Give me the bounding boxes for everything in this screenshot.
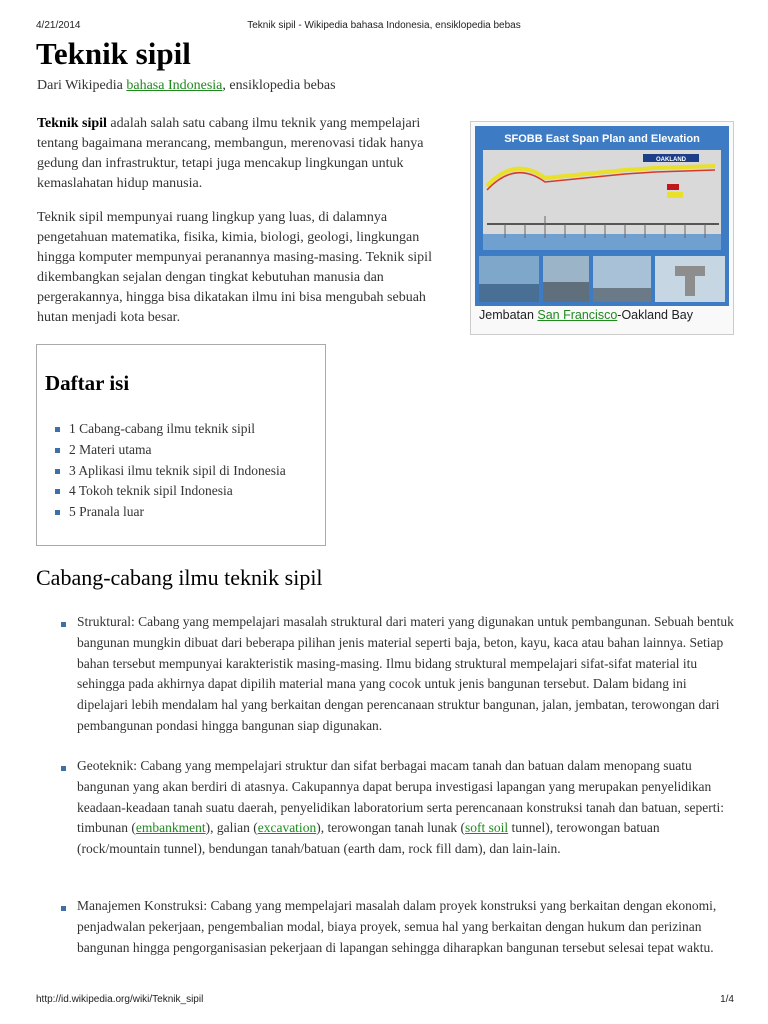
subtitle-text-end: , ensiklopedia bebas [222,78,336,93]
bullet-icon [61,622,66,627]
bullet-icon [61,906,66,911]
print-url: http://id.wikipedia.org/wiki/Teknik_sipil [36,994,204,1005]
table-of-contents [36,344,326,546]
page-subtitle [37,78,336,94]
list-item-manajemen: Manajemen Konstruksi: Cabang yang mempelajari masalah dalam proyek konstruksi yang berkaitan dengan ekonomi, penjadwalan pekerjaan, pengembalian modal, biaya proyek, semua hal yang berkaitan dengan hukum dan perizinan bangunan hingga pengorganisasian pekerjaan di lapangan sehingga diharapkan bangunan tersebut selesai tepat waktu. [77,898,717,955]
print-title: Teknik sipil - Wikipedia bahasa Indonesia, ensiklopedia bebas [247,20,521,31]
figure-caption [479,308,693,322]
toc-item[interactable]: 4 Tokoh teknik sipil Indonesia [69,481,286,502]
print-page-number: 1/4 [720,994,734,1005]
figure-thumbnail [470,121,734,335]
diagram-title: SFOBB East Span Plan and Elevation [504,133,700,145]
toc-item[interactable]: 1 Cabang-cabang ilmu teknik sipil [69,419,286,440]
oakland-label: OAKLAND [656,157,686,163]
caption-text-end: -Oakland Bay [617,308,694,322]
intro-1-text: adalah salah satu cabang ilmu teknik yang mempelajari tentang bagaimana merancang, membangun, merenovasi tidak hanya gedung dan infrastruktur, tetapi juga mencakup lingkungan untuk kemaslahatan hidup manusia. [37,116,424,191]
geoteknik-text-1: Geoteknik: Cabang yang mempelajari struktur dan sifat berbagai macam tanah dan batuan dalam menopang suatu bangunan yang akan berdiri di atasnya. Cakupannya dapat berupa investigasi lapangan yang merupakan penyelidikan keadaan-keadaan tanah suatu daerah, penyelidikan laboratorium serta perencanaan konstruksi tanah dan batuan, seperti: timbunan ( [77,758,724,836]
intro-paragraph-2: Teknik sipil mempunyai ruang lingkup yang luas, di dalamnya pengetahuan matematika, fisika, kimia, biologi, geologi, lingkungan hingga komputer mempunyai peranannya masing-masing. Teknik sipil dikembangkan sejalan dengan tingkat kebutuhan manusia dan pergerakannya, hingga bisa dikatakan ilmu ini bisa mengubah sebuah hutan menjadi kota besar. [37,210,432,325]
bridge-diagram-image[interactable] [475,126,729,306]
section-heading: Cabang-cabang ilmu teknik sipil [36,565,323,590]
geoteknik-text-4: tunnel), terowongan batuan (rock/mountain tunnel), bendungan tanah/batuan (earth dam, rock fill dam), dan lain-lain. [77,820,660,857]
link-bahasa-indonesia[interactable]: bahasa Indonesia [126,78,223,93]
toc-list [69,419,286,523]
subtitle-text: Dari Wikipedia [37,78,127,93]
link-excavation[interactable]: excavation [257,820,317,836]
print-date: 4/21/2014 [36,20,81,31]
page-title: Teknik sipil [36,36,191,71]
term-bold: Teknik sipil [37,116,107,131]
toc-item[interactable]: 2 Materi utama [69,440,286,461]
link-san-francisco[interactable]: San Francisco [537,308,618,322]
geoteknik-text-2: ), galian ( [205,820,258,836]
caption-text: Jembatan [479,308,538,322]
list-item-struktural: Struktural: Cabang yang mempelajari masalah struktural dari materi yang digunakan untuk pembangunan. Sebuah bentuk bangunan mungkin dibuat dari beberapa pilihan jenis material seperti baja, beton, kayu, kaca atau bahan lainnya. Setiap bahan tersebut mempunyai karakteristik masing-masing. Ilmu bidang struktural mempelajari sifat-sifat material itu sehingga pada akhirnya dapat dipilih material mana yang cocok untuk jenis bangunan tersebut. Dalam bidang ini dipelajari lebih mendalam hal yang berkaitan dengan perencanaan struktur bangunan, jalan, jembatan, terowongan dari pembangunan pondasi hingga bangunan siap digunakan. [77,614,734,733]
link-soft-soil[interactable]: soft soil [465,820,509,836]
toc-item[interactable]: 3 Aplikasi ilmu teknik sipil di Indonesia [69,461,286,482]
geoteknik-text-3: ), terowongan tanah lunak ( [316,820,466,836]
link-embankment[interactable]: embankment [135,820,206,836]
list-item-geoteknik [77,756,737,860]
toc-title: Daftar isi [45,371,130,395]
intro-paragraph-1 [37,114,457,194]
bullet-icon [61,766,66,771]
toc-item[interactable]: 5 Pranala luar [69,502,286,523]
